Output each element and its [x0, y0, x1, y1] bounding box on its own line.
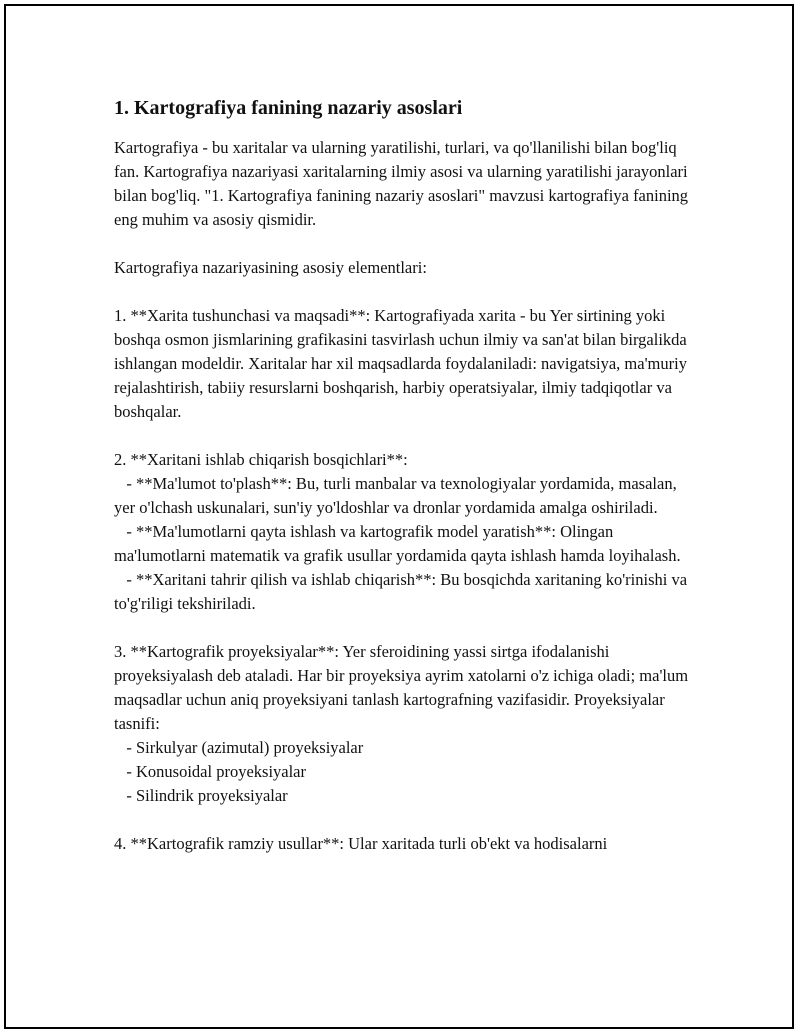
- section-2-heading: 2. **Xaritani ishlab chiqarish bosqichlari**:: [114, 450, 408, 469]
- section-2-item: - **Xaritani tahrir qilish va ishlab chiqarish**: Bu bosqichda xaritaning ko'rinishi va to'g'riligi tekshiriladi.: [114, 570, 692, 613]
- intro-paragraph: Kartografiya - bu xaritalar va ularning yaratilishi, turlari, va qo'llanilishi bilan bog'liq fan. Kartografiya nazariyasi xaritalarning ilmiy asosi va ularning yaratilishi jarayonlari bilan bog'liq. "1. Kartografiya fanining nazariy asoslari" mavzusi kartografiya fanining eng muhim va asosiy qismidir.: [114, 138, 689, 229]
- section-2: [114, 448, 694, 616]
- section-2-item: - **Ma'lumotlarni qayta ishlash va kartografik model yaratish**: Olingan ma'lumotlarni matematik va grafik usullar yordamida qayta ishlash hamda loyihalash.: [114, 522, 681, 565]
- elements-heading: Kartografiya nazariyasining asosiy elementlari:: [114, 258, 427, 277]
- section-1-paragraph: 1. **Xarita tushunchasi va maqsadi**: Kartografiyada xarita - bu Yer sirtining yoki boshqa osmon jismlarining grafikasini tasvirlash uchun ilmiy va san'at bilan birgalikda ishlangan modeldir. Xaritalar har xil maqsadlarda foydalaniladi: navigatsiya, ma'muriy rejalashtirish, tabiiy resurslarni boshqarish, harbiy operatsiyalar, ilmiy tadqiqotlar va boshqalar.: [114, 306, 687, 421]
- section-4-paragraph: 4. **Kartografik ramziy usullar**: Ular xaritada turli ob'ekt va hodisalarni: [114, 834, 608, 853]
- section-3: [114, 640, 694, 808]
- document-title: 1. Kartografiya fanining nazariy asoslari: [114, 97, 463, 119]
- section-3-item: - Sirkulyar (azimutal) proyeksiyalar: [114, 738, 364, 757]
- section-3-text: 3. **Kartografik proyeksiyalar**: Yer sferoidining yassi sirtga ifodalanishi proyeksiyalash deb ataladi. Har bir proyeksiya ayrim xatolarni o'z ichiga oladi; ma'lum maqsadlar uchun aniq proyeksiyani tanlash kartografning vazifasidir. Proyeksiyalar tasnifi:: [114, 642, 689, 733]
- section-3-item: - Silindrik proyeksiyalar: [114, 786, 288, 805]
- document-body: [114, 96, 694, 856]
- section-2-item: - **Ma'lumot to'plash**: Bu, turli manbalar va texnologiyalar yordamida, masalan, yer o'lchash uskunalari, sun'iy yo'ldoshlar va dronlar yordamida amalga oshiriladi.: [114, 474, 681, 517]
- section-3-item: - Konusoidal proyeksiyalar: [114, 762, 306, 781]
